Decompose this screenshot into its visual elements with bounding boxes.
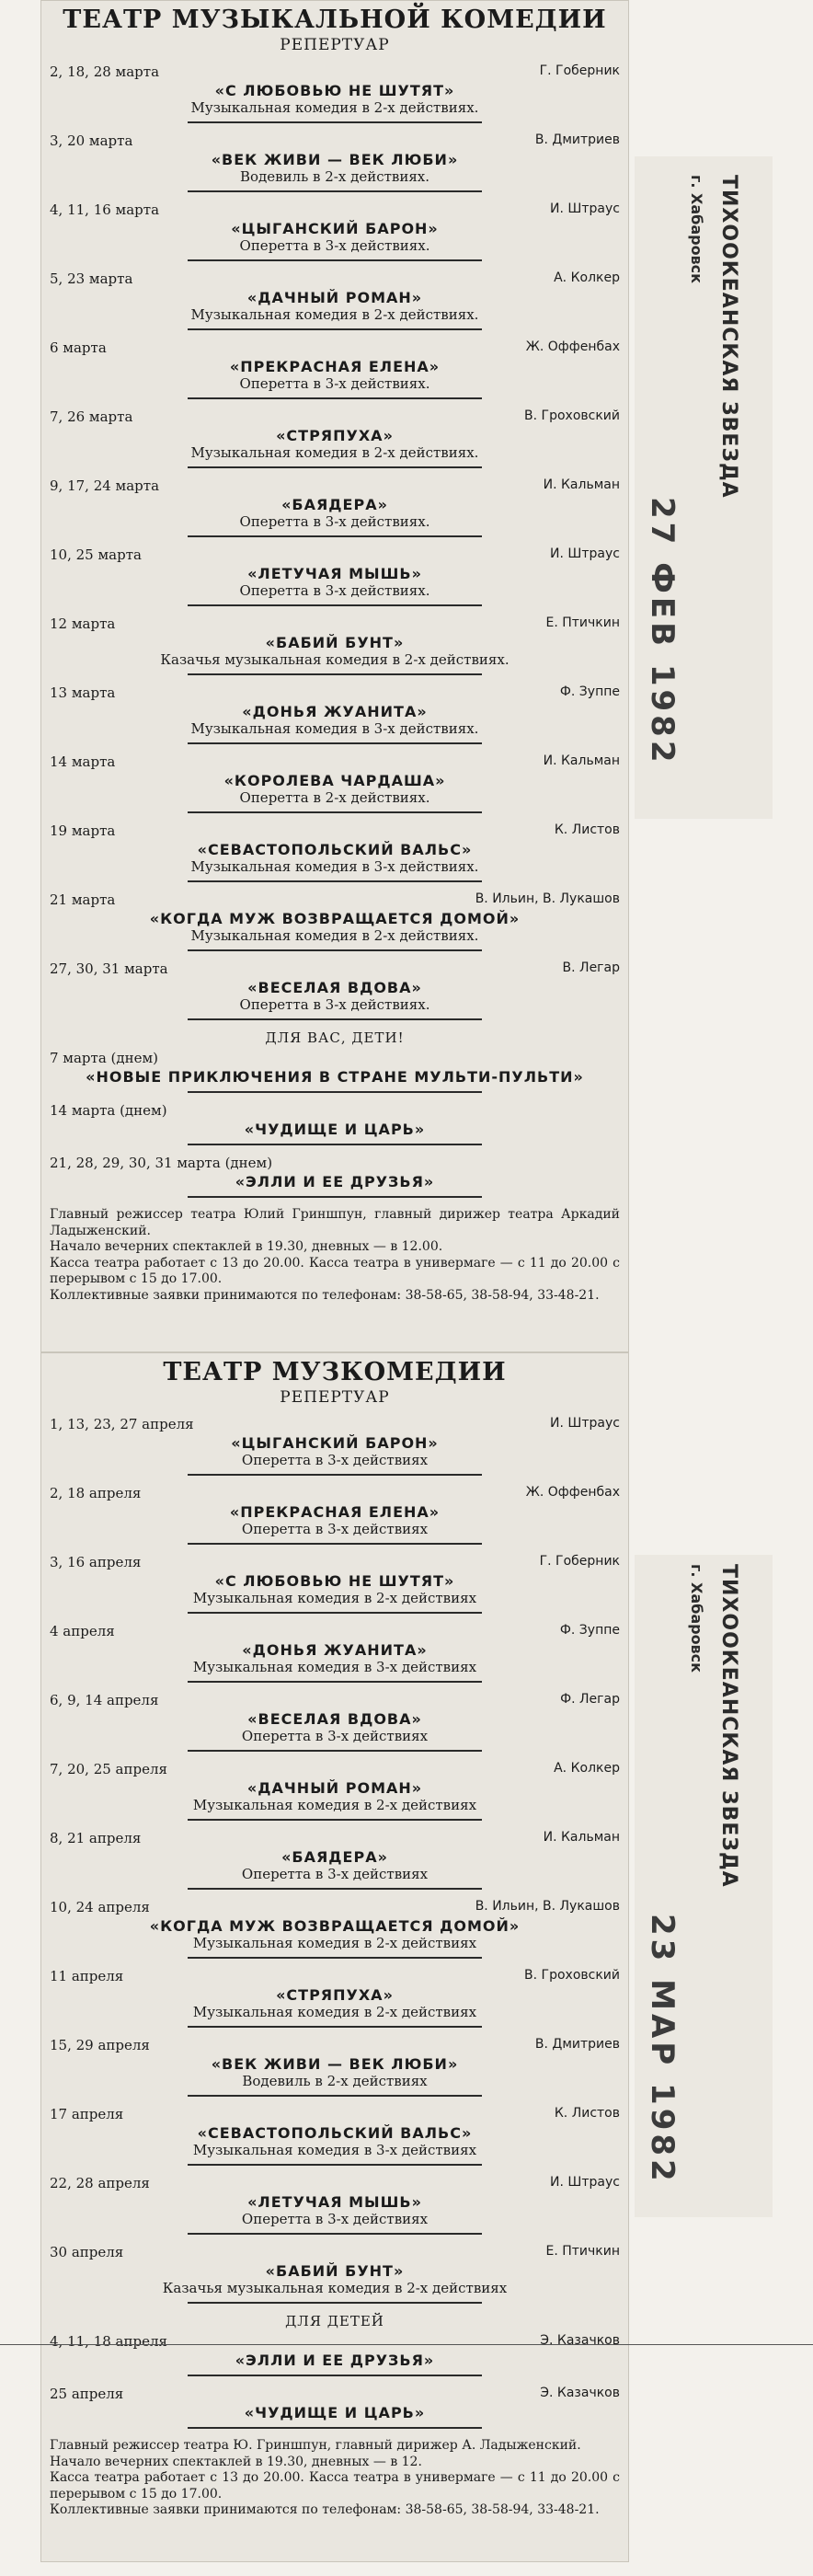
show-entry (40, 615, 629, 675)
show-entry (40, 1623, 629, 1683)
show-dates: 4 апреля (50, 1623, 115, 1639)
show-meta (50, 753, 620, 770)
theatre-info (40, 2438, 629, 2519)
show-title: «СТРЯПУХА» (276, 427, 394, 444)
show-meta (50, 1692, 620, 1708)
show-genre: Музыкальная комедия в 3-х действиях. (190, 720, 479, 737)
show-author: В. Гроховский (524, 1968, 620, 1983)
show-author: Ф. Зуппе (559, 1623, 620, 1638)
show-title: «ЦЫГАНСКИЙ БАРОН» (231, 1434, 439, 1452)
show-meta (50, 270, 620, 287)
show-entry (40, 1155, 629, 1198)
show-author: Г. Гоберник (539, 63, 620, 78)
show-meta (50, 1102, 620, 1119)
show-meta (50, 822, 620, 839)
show-dates: 13 марта (50, 684, 116, 701)
show-entry (40, 1102, 629, 1145)
show-title: «С ЛЮБОВЬЮ НЕ ШУТЯТ» (214, 1572, 455, 1590)
divider-rule (188, 1196, 482, 1198)
show-genre: Оперетта в 3-х действиях (241, 1728, 429, 1744)
show-genre: Музыкальная комедия в 3-х действиях (192, 2142, 477, 2158)
divider-rule (188, 673, 482, 675)
show-meta (50, 2244, 620, 2260)
show-entry (40, 132, 629, 192)
clipping-title: ТЕАТР МУЗЫКАЛЬНОЙ КОМЕДИИ (63, 6, 607, 34)
show-author: В. Дмитриев (534, 132, 620, 147)
show-genre: Музыкальная комедия в 2-х действиях. (190, 444, 479, 461)
show-title: «ДОНЬЯ ЖУАНИТА» (242, 703, 428, 720)
show-dates: 25 апреля (50, 2386, 124, 2402)
show-entry (40, 1050, 629, 1093)
clipping-april (40, 1352, 629, 2562)
kids-heading: ДЛЯ ВАС, ДЕТИ! (265, 1029, 405, 1046)
cut-line (0, 2344, 813, 2345)
show-genre: Оперетта в 3-х действиях. (239, 237, 430, 254)
info-line: Касса театра работает с 13 до 20.00. Касса театра в универмаге — с 11 до 20.00 с перерывом с 15 до 17.00. (50, 2470, 620, 2501)
show-dates: 9, 17, 24 марта (50, 477, 160, 494)
show-entry (40, 270, 629, 330)
show-title: «ЧУДИЩЕ И ЦАРЬ» (244, 1121, 426, 1138)
show-entry (40, 1416, 629, 1476)
show-dates: 14 марта (50, 753, 116, 770)
show-dates: 4, 11, 16 марта (50, 201, 160, 218)
show-title: «С ЛЮБОВЬЮ НЕ ШУТЯТ» (214, 82, 455, 99)
show-entry (40, 2106, 629, 2166)
show-title: «ВЕК ЖИВИ — ВЕК ЛЮБИ» (211, 151, 459, 168)
show-meta (50, 1155, 620, 1171)
show-dates: 27, 30, 31 марта (50, 960, 168, 977)
divider-rule (188, 1888, 482, 1890)
show-entry (40, 891, 629, 951)
show-entry (40, 1554, 629, 1614)
show-dates: 10, 25 марта (50, 546, 142, 563)
show-author: А. Колкер (554, 270, 620, 285)
show-list (40, 1416, 629, 2304)
show-genre: Музыкальная комедия в 2-х действиях (192, 1797, 477, 1813)
show-title: «КОГДА МУЖ ВОЗВРАЩАЕТСЯ ДОМОЙ» (149, 910, 521, 927)
show-entry (40, 2244, 629, 2304)
show-meta (50, 1623, 620, 1639)
show-author: И. Кальман (543, 753, 620, 768)
show-title: «ВЕК ЖИВИ — ВЕК ЛЮБИ» (211, 2055, 459, 2073)
show-genre: Водевиль в 2-х действиях. (239, 168, 430, 185)
show-dates: 1, 13, 23, 27 апреля (50, 1416, 194, 1432)
show-title: «БАБИЙ БУНТ» (265, 634, 405, 651)
show-entry (40, 2037, 629, 2097)
newspaper-stamp-city: г. Хабаровск (688, 175, 705, 284)
show-author: И. Кальман (543, 477, 620, 492)
show-meta (50, 1968, 620, 1984)
show-dates: 14 марта (днем) (50, 1102, 167, 1119)
show-dates: 19 марта (50, 822, 116, 839)
divider-rule (188, 2095, 482, 2097)
divider-rule (188, 1681, 482, 1683)
show-genre: Оперетта в 3-х действиях. (239, 582, 430, 599)
theatre-info (40, 1207, 629, 1304)
show-entry (40, 2333, 629, 2376)
show-title: «ЧУДИЩЕ И ЦАРЬ» (244, 2404, 426, 2421)
show-genre: Оперетта в 3-х действиях. (239, 375, 430, 392)
show-entry (40, 822, 629, 882)
divider-rule (188, 2164, 482, 2166)
show-meta (50, 960, 620, 977)
show-meta (50, 2175, 620, 2191)
divider-rule (188, 1819, 482, 1821)
show-genre: Оперетта в 3-х действиях (241, 2211, 429, 2227)
show-genre: Водевиль в 2-х действиях (242, 2073, 428, 2089)
show-meta (50, 1554, 620, 1570)
info-line: Начало вечерних спектаклей в 19.30, дневных — в 12.00. (50, 1239, 443, 1254)
show-meta (50, 408, 620, 425)
show-meta (50, 2037, 620, 2053)
show-entry (40, 960, 629, 1020)
divider-rule (188, 259, 482, 261)
show-title: «ЭЛЛИ И ЕЕ ДРУЗЬЯ» (235, 1173, 435, 1190)
show-genre: Казачья музыкальная комедия в 2-х действиях. (160, 651, 510, 668)
divider-rule (188, 2375, 482, 2376)
show-entry (40, 1899, 629, 1959)
show-entry (40, 2175, 629, 2235)
show-dates: 21 марта (50, 891, 116, 908)
show-dates: 30 апреля (50, 2244, 124, 2260)
show-author: И. Штраус (550, 546, 620, 561)
show-title: «КОГДА МУЖ ВОЗВРАЩАЕТСЯ ДОМОЙ» (149, 1917, 521, 1935)
divider-rule (188, 2302, 482, 2304)
newspaper-stamp-name: ТИХООКЕАНСКАЯ ЗВЕЗДА (717, 175, 740, 499)
show-dates: 7, 20, 25 апреля (50, 1761, 167, 1777)
info-line: Главный режиссер театра Ю. Гриншпун, главный дирижер А. Ладыженский. (50, 2438, 581, 2453)
show-author: И. Штраус (550, 1416, 620, 1431)
show-author: Е. Птичкин (545, 2244, 620, 2259)
show-title: «ПРЕКРАСНАЯ ЕЛЕНА» (229, 358, 441, 375)
show-author: И. Штраус (550, 2175, 620, 2190)
show-entry (40, 2386, 629, 2429)
repertoire-label: РЕПЕРТУАР (280, 36, 390, 54)
show-meta (50, 477, 620, 494)
show-author: Г. Гоберник (539, 1554, 620, 1569)
show-author: В. Ильин, В. Лукашов (475, 1899, 620, 1914)
divider-rule (188, 1018, 482, 1020)
show-entry (40, 1761, 629, 1821)
show-meta (50, 63, 620, 80)
show-genre: Оперетта в 3-х действиях. (239, 996, 430, 1013)
show-author: И. Штраус (550, 201, 620, 216)
show-meta (50, 1050, 620, 1066)
show-dates: 21, 28, 29, 30, 31 марта (днем) (50, 1155, 273, 1171)
show-author: В. Гроховский (524, 408, 620, 423)
kids-list (40, 2333, 629, 2429)
show-dates: 17 апреля (50, 2106, 124, 2122)
show-genre: Оперетта в 3-х действиях (241, 1866, 429, 1882)
show-meta (50, 2386, 620, 2402)
show-entry (40, 63, 629, 123)
show-meta (50, 2106, 620, 2122)
show-entry (40, 1692, 629, 1752)
show-title: «ПРЕКРАСНАЯ ЕЛЕНА» (229, 1503, 441, 1521)
show-entry (40, 1830, 629, 1890)
show-author: Ф. Легар (560, 1692, 620, 1707)
show-title: «КОРОЛЕВА ЧАРДАША» (223, 772, 446, 789)
show-title: «БАЯДЕРА» (281, 496, 388, 513)
divider-rule (188, 811, 482, 813)
show-list (40, 63, 629, 1020)
show-genre: Музыкальная комедия в 2-х действиях. (190, 306, 479, 323)
newspaper-stamp-city: г. Хабаровск (688, 1564, 705, 1673)
show-entry (40, 684, 629, 744)
show-entry (40, 408, 629, 468)
info-line: Коллективные заявки принимаются по телефонам: 38-58-65, 38-58-94, 33-48-21. (50, 1287, 600, 1303)
show-dates: 8, 21 апреля (50, 1830, 142, 1846)
show-dates: 6 марта (50, 339, 107, 356)
show-author: В. Легар (562, 960, 620, 975)
divider-rule (188, 949, 482, 951)
show-dates: 4, 11, 18 апреля (50, 2333, 167, 2350)
show-meta (50, 891, 620, 908)
divider-rule (188, 1750, 482, 1752)
info-line: Начало вечерних спектаклей в 19.30, дневных — в 12. (50, 2454, 422, 2469)
newspaper-stamp-name: ТИХООКЕАНСКАЯ ЗВЕЗДА (717, 1564, 740, 1888)
divider-rule (188, 1957, 482, 1959)
show-author: В. Дмитриев (534, 2037, 620, 2052)
show-author: В. Ильин, В. Лукашов (475, 891, 620, 906)
show-author: И. Кальман (543, 1830, 620, 1845)
show-dates: 7 марта (днем) (50, 1050, 159, 1066)
divider-rule (188, 466, 482, 468)
show-genre: Оперетта в 3-х действиях (241, 1521, 429, 1537)
show-title: «ЭЛЛИ И ЕЕ ДРУЗЬЯ» (235, 2352, 435, 2369)
show-entry (40, 1485, 629, 1545)
show-title: «СЕВАСТОПОЛЬСКИЙ ВАЛЬС» (197, 2124, 473, 2142)
show-title: «ЛЕТУЧАЯ МЫШЬ» (247, 2193, 422, 2211)
show-genre: Музыкальная комедия в 2-х действиях. (190, 99, 479, 116)
show-meta (50, 201, 620, 218)
show-genre: Оперетта в 3-х действиях. (239, 513, 430, 530)
show-title: «ВЕСЕЛАЯ ВДОВА» (247, 1710, 422, 1728)
show-dates: 22, 28 апреля (50, 2175, 150, 2191)
info-line: Главный режиссер театра Юлий Гриншпун, главный дирижер театра Аркадий Ладыженский. (50, 1207, 620, 1238)
show-meta (50, 1899, 620, 1915)
show-title: «ЛЕТУЧАЯ МЫШЬ» (247, 565, 422, 582)
show-dates: 15, 29 апреля (50, 2037, 150, 2053)
show-title: «БАБИЙ БУНТ» (265, 2262, 405, 2280)
show-meta (50, 1830, 620, 1846)
divider-rule (188, 2427, 482, 2429)
show-dates: 3, 20 марта (50, 132, 133, 149)
show-title: «СЕВАСТОПОЛЬСКИЙ ВАЛЬС» (197, 841, 473, 858)
info-line: Коллективные заявки принимаются по телефонам: 38-58-65, 38-58-94, 33-48-21. (50, 2502, 600, 2517)
kids-list (40, 1050, 629, 1198)
show-meta (50, 1416, 620, 1432)
show-genre: Оперетта в 2-х действиях. (239, 789, 430, 806)
show-meta (50, 2333, 620, 2350)
divider-rule (188, 1144, 482, 1145)
divider-rule (188, 742, 482, 744)
show-dates: 6, 9, 14 апреля (50, 1692, 159, 1708)
show-meta (50, 684, 620, 701)
show-title: «ДАЧНЫЙ РОМАН» (246, 1779, 423, 1797)
divider-rule (188, 1543, 482, 1545)
kids-heading: ДЛЯ ДЕТЕЙ (285, 2313, 384, 2329)
show-genre: Музыкальная комедия в 2-х действиях (192, 1590, 477, 1606)
show-meta (50, 1761, 620, 1777)
show-title: «БАЯДЕРА» (281, 1848, 388, 1866)
show-title: «ДАЧНЫЙ РОМАН» (246, 289, 423, 306)
date-stamp: 23 МАР 1982 (644, 1914, 681, 2185)
info-line: Касса театра работает с 13 до 20.00. Касса театра в универмаге — с 11 до 20.00 с перерывом с 15 до 17.00. (50, 1255, 620, 1286)
show-meta (50, 546, 620, 563)
show-entry (40, 477, 629, 537)
show-genre: Музыкальная комедия в 3-х действиях (192, 1659, 477, 1675)
show-entry (40, 201, 629, 261)
show-dates: 7, 26 марта (50, 408, 133, 425)
show-meta (50, 1485, 620, 1501)
show-genre: Оперетта в 3-х действиях (241, 1452, 429, 1468)
divider-rule (188, 2233, 482, 2235)
show-title: «НОВЫЕ ПРИКЛЮЧЕНИЯ В СТРАНЕ МУЛЬТИ-ПУЛЬТИ» (86, 1068, 584, 1086)
show-title: «ЦЫГАНСКИЙ БАРОН» (231, 220, 439, 237)
divider-rule (188, 1474, 482, 1476)
repertoire-label: РЕПЕРТУАР (280, 1388, 390, 1407)
show-genre: Музыкальная комедия в 2-х действиях (192, 2004, 477, 2020)
divider-rule (188, 2026, 482, 2028)
clipping-march (40, 0, 629, 1352)
divider-rule (188, 328, 482, 330)
show-dates: 12 марта (50, 615, 116, 632)
show-author: Э. Казачков (540, 2386, 620, 2400)
show-title: «ВЕСЕЛАЯ ВДОВА» (247, 979, 422, 996)
show-title: «СТРЯПУХА» (276, 1986, 394, 2004)
show-author: Е. Птичкин (545, 615, 620, 630)
divider-rule (188, 604, 482, 606)
show-meta (50, 339, 620, 356)
show-author: К. Листов (554, 2106, 620, 2121)
show-author: Ж. Оффенбах (525, 1485, 620, 1500)
show-dates: 3, 16 апреля (50, 1554, 142, 1570)
show-genre: Музыкальная комедия в 2-х действиях (192, 1935, 477, 1951)
show-genre: Казачья музыкальная комедия в 2-х действиях (162, 2280, 508, 2296)
divider-rule (188, 1091, 482, 1093)
show-title: «ДОНЬЯ ЖУАНИТА» (242, 1641, 428, 1659)
show-dates: 2, 18 апреля (50, 1485, 142, 1501)
show-entry (40, 753, 629, 813)
show-entry (40, 339, 629, 399)
show-meta (50, 132, 620, 149)
show-dates: 10, 24 апреля (50, 1899, 150, 1915)
divider-rule (188, 190, 482, 192)
divider-rule (188, 121, 482, 123)
show-author: Э. Казачков (540, 2333, 620, 2348)
show-entry (40, 546, 629, 606)
show-author: Ж. Оффенбах (525, 339, 620, 354)
show-author: К. Листов (554, 822, 620, 837)
clipping-title: ТЕАТР МУЗКОМЕДИИ (163, 1358, 507, 1386)
show-genre: Музыкальная комедия в 2-х действиях. (190, 927, 479, 944)
show-genre: Музыкальная комедия в 3-х действиях. (190, 858, 479, 875)
date-stamp: 27 ФЕВ 1982 (644, 497, 681, 766)
show-dates: 5, 23 марта (50, 270, 133, 287)
show-author: А. Колкер (554, 1761, 620, 1776)
show-dates: 11 апреля (50, 1968, 124, 1984)
divider-rule (188, 397, 482, 399)
divider-rule (188, 1612, 482, 1614)
show-dates: 2, 18, 28 марта (50, 63, 160, 80)
show-author: Ф. Зуппе (559, 684, 620, 699)
divider-rule (188, 535, 482, 537)
show-meta (50, 615, 620, 632)
show-entry (40, 1968, 629, 2028)
divider-rule (188, 880, 482, 882)
